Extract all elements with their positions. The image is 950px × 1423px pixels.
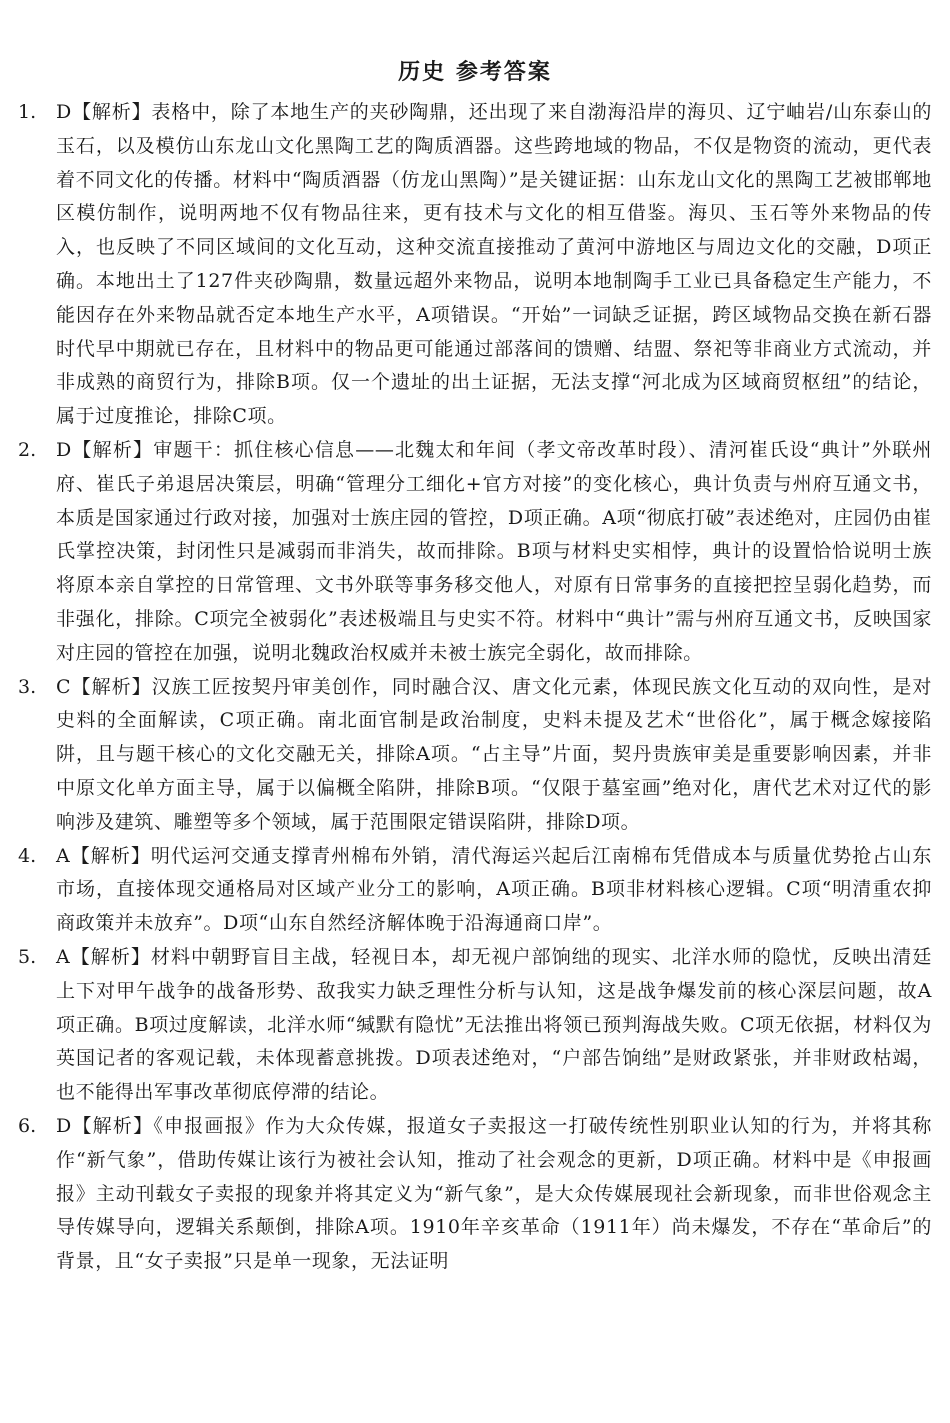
page-bottom-margin xyxy=(0,1362,950,1423)
answer-label: D【解析】 xyxy=(56,1114,154,1137)
question-number: 5. xyxy=(18,945,37,968)
answer-label: A【解析】 xyxy=(56,844,151,867)
answer-item-4 xyxy=(0,840,950,941)
answer-label: A【解析】 xyxy=(56,945,151,968)
explanation: 表格中，除了本地生产的夹砂陶鼎，还出现了来自渤海沿岸的海贝、辽宁岫岩/山东泰山的玉石，以及模仿山东龙山文化黑陶工艺的陶质酒器。这些跨地域的物品，不仅是物资的流动，更代表着不同文化的传播。材料中“陶质酒器（仿龙山黑陶）”是关键证据：山东龙山文化的黑陶工艺被邯郸地区模仿制作，说明两地不仅有物品往来，更有技术与文化的相互借鉴。海贝、玉石等外来物品的传入，也反映了不同区域间的文化互动，这种交流直接推动了黄河中游地区与周边文化的交融，D项正确。本地出土了127件夹砂陶鼎，数量远超外来物品，说明本地制陶手工业已具备稳定生产能力，不能因存在外来物品就否定本地生产水平，A项错误。“开始”一词缺乏证据，跨区域物品交换在新石器时代早中期就已存在，且材料中的物品更可能通过部落间的馈赠、结盟、祭祀等非商业方式流动，并非成熟的商贸行为，排除B项。仅一个遗址的出土证据，无法支撑“河北成为区域商贸枢纽”的结论，属于过度推论，排除C项。 xyxy=(56,101,933,428)
question-number: 4. xyxy=(18,844,37,867)
answer-list xyxy=(0,96,950,1279)
answer-label: D【解析】 xyxy=(56,438,154,461)
answer-text xyxy=(56,671,932,840)
explanation: 审题干：抓住核心信息——北魏太和年间（孝文帝改革时段）、清河崔氏设“典计”外联州府、崔氏子弟退居决策层，明确“管理分工细化+官方对接”的变化核心，典计负责与州府互通文书，本质是国家通过行政对接，加强对士族庄园的管控，D项正确。A项“彻底打破”表述绝对，庄园仍由崔氏掌控决策，封闭性只是减弱而非消失，故而排除。B项与材料史实相悖，典计的设置恰恰说明士族将原本亲自掌控的日常管理、文书外联等事务移交他人，对原有日常事务的直接把控呈弱化趋势，而非强化，排除。C项完全被弱化”表述极端且与史实不符。材料中“典计”需与州府互通文书，反映国家对庄园的管控在加强，说明北魏政治权威并未被士族完全弱化，故而排除。 xyxy=(56,438,933,664)
answer-text xyxy=(56,1110,932,1279)
answer-item-5 xyxy=(0,941,950,1110)
answer-item-3 xyxy=(0,671,950,840)
explanation: 《申报画报》作为大众传媒，报道女子卖报这一打破传统性别职业认知的行为，并将其称作“新气象”，借助传媒让该行为被社会认知，推动了社会观念的更新，D项正确。材料中是《申报画报》主动刊载女子卖报的现象并将其定义为“新气象”，是大众传媒展现社会新现象，而非世俗观念主导传媒导向，逻辑关系颠倒，排除A项。1910年辛亥革命（1911年）尚未爆发，不存在“革命后”的背景，且“女子卖报”只是单一现象，无法证明 xyxy=(56,1114,932,1273)
question-number: 1. xyxy=(18,101,37,123)
answer-label: C【解析】 xyxy=(56,675,152,698)
answer-text xyxy=(56,434,932,671)
explanation: 材料中朝野盲目主战，轻视日本，却无视户部饷绌的现实、北洋水师的隐忧，反映出清廷上下对甲午战争的战备形势、敌我实力缺乏理性分析与认知，这是战争爆发前的核心深层问题，故A项正确。B项过度解读，北洋水师“缄默有隐忧”无法推出将领已预判海战失败。C项无依据，材料仅为英国记者的客观记载，未体现蓄意挑拨。D项表述绝对，“户部告饷绌”是财政紧张，并非财政枯竭，也不能得出军事改革彻底停滞的结论。 xyxy=(56,945,932,1104)
explanation: 明代运河交通支撑青州棉布外销，清代海运兴起后江南棉布凭借成本与质量优势抢占山东市场，直接体现交通格局对区域产业分工的影响，A项正确。B项非材料核心逻辑。C项“明清重农抑商政策并未放弃”。D项“山东自然经济解体晚于沿海通商口岸”。 xyxy=(56,844,932,935)
answer-item-1 xyxy=(0,96,950,434)
explanation: 汉族工匠按契丹审美创作，同时融合汉、唐文化元素，体现民族文化互动的双向性，是对史料的全面解读，C项正确。南北面官制是政治制度，史料未提及艺术“世俗化”，属于概念嫁接陷阱，且与题干核心的文化交融无关，排除A项。“占主导”片面，契丹贵族审美是重要影响因素，并非中原文化单方面主导，属于以偏概全陷阱，排除B项。“仅限于墓室画”绝对化，唐代艺术对辽代的影响涉及建筑、雕塑等多个领域，属于范围限定错误陷阱，排除D项。 xyxy=(56,675,932,833)
question-number: 6. xyxy=(18,1114,37,1137)
answer-text xyxy=(56,840,932,941)
question-number: 3. xyxy=(18,675,37,698)
question-number: 2. xyxy=(18,438,37,461)
answer-label: D【解析】 xyxy=(56,101,152,123)
answer-item-2 xyxy=(0,434,950,671)
answer-item-6 xyxy=(0,1110,950,1279)
answer-text xyxy=(56,96,932,434)
page-title: 历史 参考答案 xyxy=(398,60,552,85)
answer-text xyxy=(56,941,932,1110)
